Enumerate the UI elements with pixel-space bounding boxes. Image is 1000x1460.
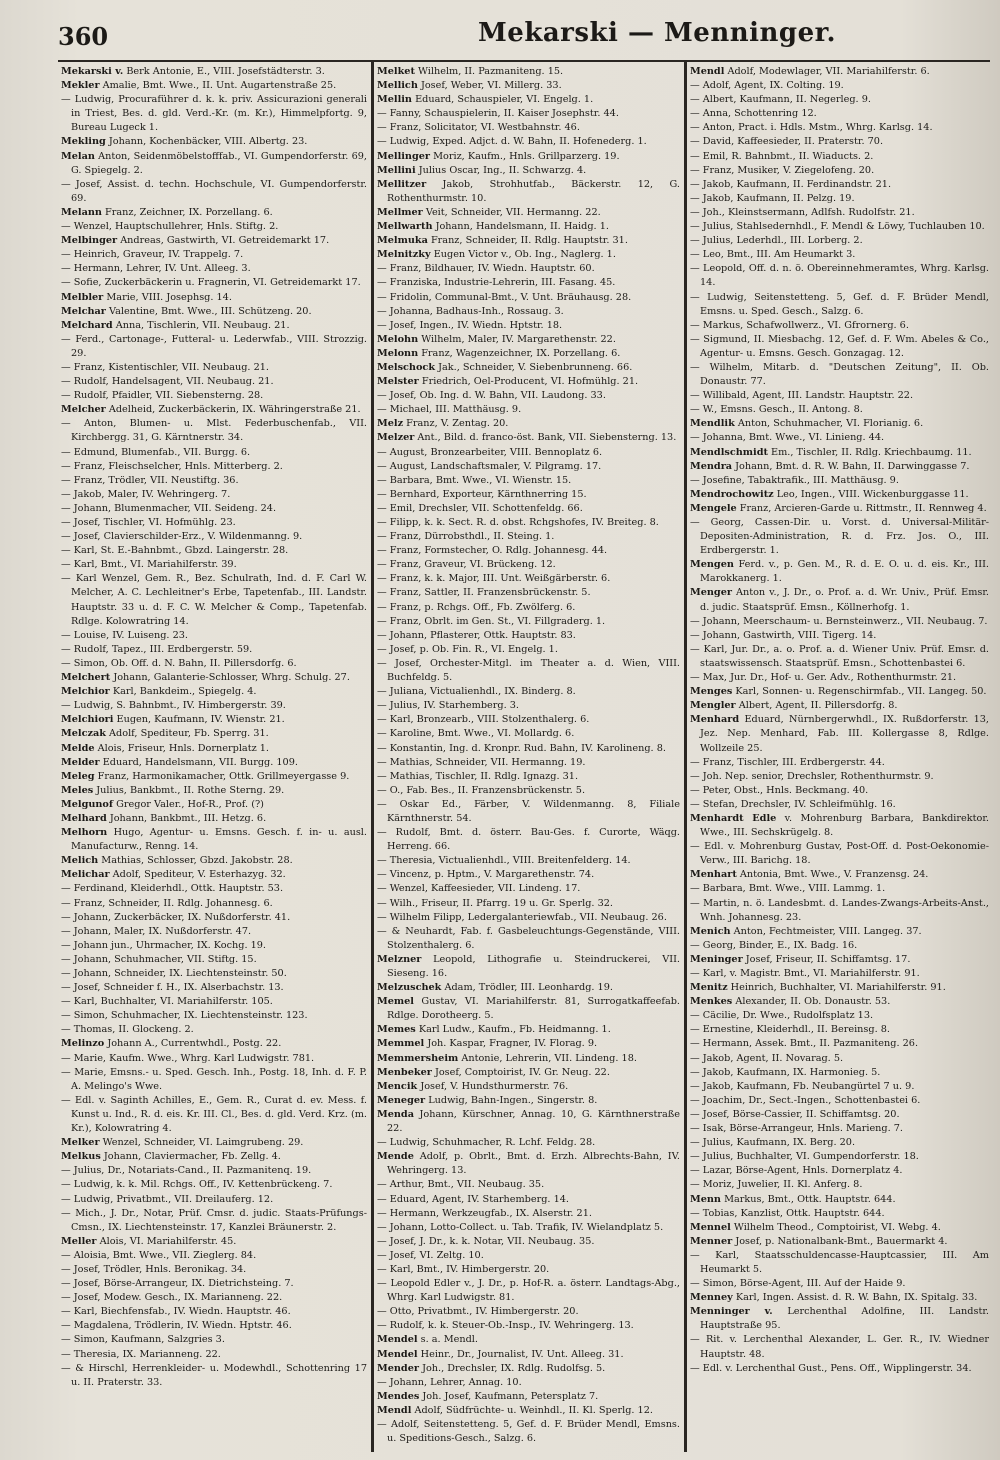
- directory-entry: — Jakob, Agent, II. Novarag. 5.: [690, 1052, 844, 1064]
- directory-entry: — Eduard, Agent, IV. Starhemberg. 14.: [377, 1193, 569, 1205]
- directory-entry: Meneger Ludwig, Bahn-Ingen., Singerstr. 8.: [377, 1094, 598, 1106]
- directory-entry: — Leopold Edler v., J. Dr., p. Hof-R. a. österr. Landtags-Abg., Whrg. Karl Ludwigstr. 81.: [377, 1278, 680, 1304]
- directory-entry: — Franz, Graveur, VI. Brückeng. 12.: [377, 559, 556, 571]
- directory-entry: — Louise, IV. Luiseng. 23.: [61, 629, 188, 641]
- directory-entry: — Edmund, Blumenfab., VII. Burgg. 6.: [61, 446, 251, 458]
- directory-entry: Melhard Johann, Bankbmt., III. Hetzg. 6.: [61, 812, 267, 824]
- directory-entry: — Arthur, Bmt., VII. Neubaug. 35.: [377, 1179, 545, 1191]
- directory-entry: — Johann, Maler, IX. Nußdorferstr. 47.: [61, 925, 252, 937]
- directory-entry: Melbinger Andreas, Gastwirth, VI. Getreidemarkt 17.: [61, 235, 330, 247]
- directory-entry: — Joh. Nep. senior, Drechsler, Rothenthurmstr. 9.: [690, 770, 934, 782]
- directory-entry: — Max, Jur. Dr., Hof- u. Ger. Adv., Rothenthurmstr. 21.: [690, 672, 957, 684]
- directory-entry: Mennel Wilhelm Theod., Comptoirist, VI. Webg. 4.: [690, 1221, 941, 1233]
- directory-entry: — Rudolf, Handelsagent, VII. Neubaug. 21.: [61, 376, 274, 388]
- directory-entry: — Edl. v. Saginth Achilles, E., Gem. R., Curat d. ev. Mess. f. Kunst u. Ind., R. d. eis. Kr. III. Cl., Bes. d. gld. Verd. Krz. (m. Kr.), Kolowratring 4.: [61, 1094, 367, 1135]
- directory-entry: Mender Joh., Drechsler, IX. Rdlg. Rudolfsg. 5.: [377, 1362, 606, 1374]
- directory-entry: Mengele Franz, Arcieren-Garde u. Rittmstr., II. Rennweg 4.: [690, 502, 987, 514]
- directory-entry: — Ernestine, Kleiderhdl., II. Bereinsg. 8.: [690, 1024, 890, 1036]
- directory-entry: — Julius, Lederhdl., III. Lorberg. 2.: [690, 235, 863, 247]
- directory-entry: — Sofie, Zuckerbäckerin u. Fragnerin, VI. Getreidemarkt 17.: [61, 277, 361, 289]
- directory-entry: Melzner Leopold, Lithografie u. Steindruckerei, VII. Sieseng. 16.: [377, 953, 680, 979]
- directory-entry: — Josef, VI. Zeltg. 10.: [377, 1249, 484, 1261]
- directory-entry: — Josef, Börse-Cassier, II. Schiffamtsg. 20.: [690, 1108, 900, 1120]
- directory-entry: — Rudolf, Bmt. d. österr. Bau-Ges. f. Curorte, Wäqg. Herreng. 66.: [377, 827, 680, 853]
- directory-entry: — & Hirschl, Herrenkleider- u. Modewhdl., Schottenring 17 u. II. Praterstr. 33.: [61, 1362, 367, 1388]
- directory-entry: Menney Karl, Ingen. Assist. d. R. W. Bahn, IX. Spitalg. 33.: [690, 1292, 978, 1304]
- directory-entry: Melnitzky Eugen Victor v., Ob. Ing., Naglerg. 1.: [377, 249, 616, 261]
- directory-entry: — August, Bronzearbeiter, VIII. Bennoplatz 6.: [377, 446, 603, 458]
- directory-entry: — Josef, Modew. Gesch., IX. Marianneng. 22.: [61, 1292, 283, 1304]
- directory-entry: — Karl, v. Magistr. Bmt., VI. Mariahilferstr. 91.: [690, 968, 920, 979]
- directory-entry: Mekling Johann, Kochenbäcker, VIII. Albertg. 23.: [61, 136, 308, 148]
- directory-entry: — Simon, Kaufmann, Salzgries 3.: [61, 1334, 225, 1346]
- directory-entry: — Bernhard, Exporteur, Kärnthnerring 15.: [377, 488, 587, 500]
- directory-entry: — Josef, Tischler, VI. Hofmühlg. 23.: [61, 517, 236, 528]
- directory-entry: — Lazar, Börse-Agent, Hnls. Dornerplatz 4.: [690, 1165, 903, 1177]
- directory-entry: — Simon, Ob. Off. d. N. Bahn, II. Pillersdorfg. 6.: [61, 657, 297, 669]
- directory-entry: — Karl, Staatsschuldencasse-Hauptcassier, III. Am Heumarkt 5.: [690, 1249, 989, 1275]
- directory-entry: Menbeker Josef, Comptoirist, IV. Gr. Neug. 22.: [377, 1066, 610, 1078]
- directory-entry: — Karl, Biechfensfab., IV. Wiedn. Hauptstr. 46.: [61, 1306, 291, 1318]
- directory-entry: — Josef, Assist. d. techn. Hochschule, VI. Gumpendorferstr. 69.: [61, 178, 367, 204]
- directory-entry: Meleg Franz, Harmonikamacher, Ottk. Grillmeyergasse 9.: [61, 770, 350, 782]
- directory-entry: Memel Gustav, VI. Mariahilferstr. 81, Surrogatkaffeefab. Rdlge. Dorotheerg. 5.: [377, 996, 680, 1022]
- directory-entry: — Josef, Schneider f. H., IX. Alserbachstr. 13.: [61, 982, 284, 994]
- directory-entry: — Josef, J. Dr., k. k. Notar, VII. Neubaug. 35.: [377, 1235, 595, 1247]
- directory-entry: — Wilhelm, Mitarb. d. "Deutschen Zeitung", II. Ob. Donaustr. 77.: [690, 361, 989, 388]
- directory-entry: — Ludwig, Privatbmt., VII. Dreilauferg. 12.: [61, 1193, 274, 1205]
- directory-entry: — Markus, Schafwollwerz., VI. Gfrornerg. 6.: [690, 319, 909, 331]
- directory-entry: — Leopold, Off. d. n. ö. Obereinnehmeramtes, Whrg. Karlsg. 14.: [690, 263, 989, 289]
- directory-entry: Meles Julius, Bankbmt., II. Rothe Sterng. 29.: [61, 784, 285, 796]
- directory-entry: Melschock Jak., Schneider, V. Siebenbrunneng. 66.: [377, 361, 633, 373]
- directory-entry: — Georg, Cassen-Dir. u. Vorst. d. Universal-Militär-Depositen-Administration, R. d. Frz. Jos. O., III. Erdbergerstr. 1.: [690, 517, 989, 557]
- directory-entry: Mencik Josef, V. Hundsthurmerstr. 76.: [377, 1080, 569, 1092]
- directory-entry: — Ferdinand, Kleiderhdl., Ottk. Hauptstr. 53.: [61, 883, 284, 895]
- directory-entry: Mendlik Anton, Schuhmacher, VI. Florianig. 6.: [690, 418, 924, 430]
- directory-entry: Melker Wenzel, Schneider, VI. Laimgrubeng. 29.: [61, 1137, 304, 1149]
- directory-entry: Mendel s. a. Mendl.: [377, 1334, 478, 1346]
- directory-entry: — Julius, Kaufmann, IX. Berg. 20.: [690, 1137, 856, 1149]
- directory-entry: Mellich Josef, Weber, VI. Millerg. 33.: [377, 80, 562, 92]
- directory-entry: Menner Josef, p. Nationalbank-Bmt., Bauermarkt 4.: [690, 1235, 948, 1247]
- directory-entry: — Simon, Schuhmacher, IX. Liechtensteinstr. 123.: [61, 1010, 308, 1022]
- directory-entry: — Johann, Zuckerbäcker, IX. Nußdorferstr. 41.: [61, 911, 291, 923]
- directory-entry: — & Neuhardt, Fab. f. Gasbeleuchtungs-Gegenstände, VIII. Stolzenthalerg. 6.: [377, 925, 680, 951]
- directory-entry: — Albert, Kaufmann, II. Negerleg. 9.: [690, 94, 871, 106]
- directory-entry: Menich Anton, Fechtmeister, VIII. Langeg. 37.: [690, 925, 922, 937]
- directory-entry: — Julius, Stahlsedernhdl., F. Mendl & Löwy, Tuchlauben 10.: [690, 221, 985, 233]
- directory-entry: — Fridolin, Communal-Bmt., V. Unt. Bräuhausg. 28.: [377, 291, 632, 303]
- directory-entry: Melchar Valentine, Bmt. Wwe., III. Schützeng. 20.: [61, 305, 312, 317]
- directory-entry: — Johann, Lotto-Collect. u. Tab. Trafik, IV. Wielandplatz 5.: [377, 1221, 664, 1233]
- directory-entry: — Mathias, Tischler, II. Rdlg. Ignazg. 31.: [377, 770, 579, 782]
- directory-entry: — Karl, Bmt., IV. Himbergerstr. 20.: [377, 1263, 550, 1275]
- directory-entry: Melmuka Franz, Schneider, II. Rdlg. Hauptstr. 31.: [377, 235, 628, 247]
- directory-entry: — Joachim, Dr., Sect.-Ingen., Schottenbastei 6.: [690, 1094, 921, 1106]
- directory-entry: Menitz Heinrich, Buchhalter, VI. Mariahilferstr. 91.: [690, 982, 946, 994]
- directory-entry: — Franz, p. Rchgs. Off., Fb. Zwölferg. 6.: [377, 601, 576, 613]
- directory-entry: — Marie, Kaufm. Wwe., Whrg. Karl Ludwigstr. 781.: [61, 1052, 315, 1064]
- directory-entry: — Wenzel, Kaffeesieder, VII. Lindeng. 17.: [377, 883, 581, 895]
- directory-entry: — Anna, Schottenring 12.: [690, 108, 817, 120]
- directory-entry: — Edl. v. Mohrenburg Gustav, Post-Off. d. Post-Oekonomie-Verw., III. Barichg. 18.: [690, 841, 989, 867]
- directory-entry: — Ludwig, Exped. Adjct. d. W. Bahn, II. Hofenederg. 1.: [377, 136, 647, 148]
- directory-entry: Meninger Josef, Friseur, II. Schiffamtsg. 17.: [690, 953, 911, 965]
- directory-entry: — Johann, Schuhmacher, VII. Stiftg. 15.: [61, 953, 257, 965]
- directory-entry: — Rit. v. Lerchenthal Alexander, L. Ger. R., IV. Wiedner Hauptstr. 48.: [690, 1334, 989, 1360]
- directory-entry: — Julius, Buchhalter, VI. Gumpendorferstr. 18.: [690, 1151, 919, 1163]
- directory-entry: — Tobias, Kanzlist, Ottk. Hauptstr. 644.: [690, 1207, 885, 1219]
- directory-entry: Mendra Johann, Bmt. d. R. W. Bahn, II. Darwinggasse 7.: [690, 460, 970, 472]
- directory-entry: — Franz, Musiker, V. Ziegelofeng. 20.: [690, 164, 875, 176]
- directory-entry: — Anton, Pract. i. Hdls. Mstm., Whrg. Karlsg. 14.: [690, 122, 933, 134]
- directory-entry: — Barbara, Bmt. Wwe., VI. Wienstr. 15.: [377, 474, 572, 486]
- directory-entry: — Leo, Bmt., III. Am Heumarkt 3.: [690, 249, 856, 261]
- directory-entry: — Jakob, Maler, IV. Wehringerg. 7.: [61, 488, 231, 500]
- directory-entry: Mendl Adolf, Südfrüchte- u. Weinhdl., II. Kl. Sperlg. 12.: [377, 1404, 653, 1416]
- directory-entry: — Franz, Tischler, III. Erdbergerstr. 44.: [690, 756, 885, 768]
- directory-entry: — Martin, n. ö. Landesbmt. d. Landes-Zwangs-Arbeits-Anst., Wnh. Johannesg. 23.: [690, 897, 989, 923]
- directory-entry: — Michael, III. Matthäusg. 9.: [377, 404, 522, 416]
- directory-entry: Melbler Marie, VIII. Josephsg. 14.: [61, 291, 232, 303]
- directory-entry: — Mich., J. Dr., Notar, Prüf. Cmsr. d. judic. Staats-Prüfungs-Cmsn., IX. Liechtensteinstr. 17, Kanzlei Bräunerstr. 2.: [61, 1207, 367, 1233]
- directory-entry: — Josefine, Tabaktrafik., III. Matthäusg. 9.: [690, 474, 899, 486]
- directory-entry: — Adolf, Agent, IX. Colting. 19.: [690, 80, 844, 92]
- directory-entry: — Franz, k. k. Major, III. Unt. Weißgärberstr. 6.: [377, 573, 611, 585]
- directory-entry: — Magdalena, Trödlerin, IV. Wiedn. Hptstr. 46.: [61, 1320, 292, 1332]
- directory-entry: Melzer Ant., Bild. d. franco-öst. Bank, VII. Siebensterng. 13.: [377, 432, 677, 444]
- directory-entry: Meller Alois, VI. Mariahilferstr. 45.: [61, 1235, 237, 1247]
- directory-entry: — Thomas, II. Glockeng. 2.: [61, 1024, 194, 1036]
- directory-entry: — Barbara, Bmt. Wwe., VIII. Lammg. 1.: [690, 883, 886, 895]
- directory-entry: — Cäcilie, Dr. Wwe., Rudolfsplatz 13.: [690, 1010, 874, 1022]
- directory-entry: Mengen Ferd. v., p. Gen. M., R. d. E. O. u. d. eis. Kr., III. Marokkanerg. 1.: [690, 559, 989, 585]
- directory-entry: — Franz, Dürrobsthdl., II. Steing. 1.: [377, 531, 555, 543]
- directory-entry: Memes Karl Ludw., Kaufm., Fb. Heidmanng. 1.: [377, 1024, 611, 1036]
- directory-entry: — Johann, Pflasterer, Ottk. Hauptstr. 83.: [377, 629, 576, 641]
- directory-entry: — Georg, Binder, E., IX. Badg. 16.: [690, 939, 858, 951]
- directory-entry: Mellin Eduard, Schauspieler, VI. Engelg. 1.: [377, 94, 594, 106]
- directory-entry: — Ludwig, k. k. Mil. Rchgs. Off., IV. Kettenbrückeng. 7.: [61, 1179, 333, 1191]
- directory-entry: — Otto, Privatbmt., IV. Himbergerstr. 20.: [377, 1306, 579, 1318]
- directory-entry: — Franziska, Industrie-Lehrerin, III. Fasang. 45.: [377, 277, 616, 289]
- directory-entry: Menninger v. Lerchenthal Adolfine, III. Landstr. Hauptstraße 95.: [690, 1306, 989, 1332]
- directory-entry: — Ludwig, Schuhmacher, R. Lchf. Feldg. 28.: [377, 1137, 596, 1149]
- directory-entry: — Franz, Sattler, II. Franzensbrückenstr. 5.: [377, 587, 591, 599]
- directory-entry: — Jakob, Kaufmann, II. Ferdinandstr. 21.: [690, 178, 892, 190]
- directory-entry: Melster Friedrich, Oel-Producent, VI. Hofmühlg. 21.: [377, 376, 639, 388]
- directory-entry: Melchiori Eugen, Kaufmann, IV. Wienstr. 21.: [61, 714, 285, 726]
- directory-entry: — Franz, Kistentischler, VII. Neubaug. 21.: [61, 361, 269, 373]
- directory-entry: Melohn Wilhelm, Maler, IV. Margarethenstr. 22.: [377, 333, 616, 345]
- directory-entry: — Franz, Fleischselcher, Hnls. Mitterberg. 2.: [61, 460, 283, 472]
- directory-entry: — Theresia, IX. Marianneng. 22.: [61, 1348, 221, 1360]
- directory-entry: — Marie, Emsns.- u. Sped. Gesch. Inh., Postg. 18, Inh. d. F. P. A. Melingo's Wwe.: [61, 1066, 367, 1092]
- directory-entry: — Julius, IV. Starhemberg. 3.: [377, 700, 520, 712]
- directory-entry: Menger Anton v., J. Dr., o. Prof. a. d. Wr. Univ., Prüf. Emsr. d. judic. Staatsprüf. Emsn., Köllnerhofg. 1.: [690, 587, 989, 613]
- directory-entry: Menges Karl, Sonnen- u. Regenschirmfab., VII. Langeg. 50.: [690, 686, 987, 698]
- column-2: [374, 62, 684, 1452]
- directory-entry: Mendl Adolf, Modewlager, VII. Mariahilferstr. 6.: [690, 66, 930, 77]
- page-header: [58, 14, 990, 60]
- directory-entry: — Johann, Meerschaum- u. Bernsteinwerz., VII. Neubaug. 7.: [690, 615, 988, 627]
- directory-entry: — Peter, Obst., Hnls. Beckmang. 40.: [690, 784, 869, 796]
- directory-entry: Melder Eduard, Handelsmann, VII. Burgg. 109.: [61, 756, 298, 768]
- directory-entry: — Ludwig, Seitenstetteng. 5, Gef. d. F. Brüder Mendl, Emsns. u. Sped. Gesch., Salzg. 6.: [690, 291, 989, 317]
- directory-entry: — O., Fab. Bes., II. Franzensbrückenstr. 5.: [377, 784, 586, 796]
- directory-entry: Melchior Karl, Bankdeim., Spiegelg. 4.: [61, 686, 257, 698]
- directory-entry: — Josef, Ob. Ing. d. W. Bahn, VII. Laudong. 33.: [377, 390, 606, 402]
- directory-entry: — Rudolf, Pfaidler, VII. Siebensterng. 28.: [61, 390, 264, 402]
- directory-entry: Melket Wilhelm, II. Pazmaniteng. 15.: [377, 66, 564, 77]
- directory-entry: Menhardt Edle v. Mohrenburg Barbara, Bankdirektor. Wwe., III. Sechskrügelg. 8.: [690, 812, 990, 839]
- directory-entry: Mellini Julius Oscar, Ing., II. Schwarzg. 4.: [377, 164, 587, 176]
- directory-entry: Mellwarth Johann, Handelsmann, II. Haidg. 1.: [377, 221, 609, 233]
- directory-entry: Mende Adolf, p. Obrlt., Bmt. d. Erzh. Albrechts-Bahn, IV. Wehringerg. 13.: [377, 1151, 680, 1177]
- directory-entry: Melichar Adolf, Spediteur, V. Esterhazyg. 32.: [61, 869, 286, 881]
- directory-entry: Melhorn Hugo, Agentur- u. Emsns. Gesch. f. in- u. ausl. Manufacturw., Renng. 14.: [61, 827, 367, 853]
- directory-entry: — Konstantin, Ing. d. Kronpr. Rud. Bahn, IV. Karolineng. 8.: [377, 742, 666, 754]
- directory-entry: Melcher Adelheid, Zuckerbäckerin, IX. Währingerstraße 21.: [61, 404, 361, 416]
- directory-entry: — Willibald, Agent, III. Landstr. Hauptstr. 22.: [690, 390, 914, 402]
- directory-entry: — Karl, Bronzearb., VIII. Stolzenthalerg. 6.: [377, 714, 590, 726]
- directory-entry: — Mathias, Schneider, VII. Hermanng. 19.: [377, 756, 586, 768]
- directory-entry: — Jakob, Kaufmann, IX. Harmonieg. 5.: [690, 1066, 881, 1078]
- directory-entry: Melchert Johann, Galanterie-Schlosser, Whrg. Schulg. 27.: [61, 672, 350, 684]
- directory-entry: — Rudolf, Tapez., III. Erdbergerstr. 59.: [61, 643, 253, 655]
- directory-entry: Mengler Albert, Agent, II. Pillersdorfg. 8.: [690, 700, 898, 712]
- directory-entry: Menkes Alexander, II. Ob. Donaustr. 53.: [690, 996, 891, 1008]
- directory-entry: — Wenzel, Hauptschullehrer, Hnls. Stiftg. 2.: [61, 221, 279, 233]
- directory-entry: — Julius, Dr., Notariats-Cand., II. Pazmanitenq. 19.: [61, 1165, 312, 1177]
- directory-entry: — Johanna, Bmt. Wwe., VI. Linieng. 44.: [690, 432, 885, 444]
- directory-entry: Mendrochowitz Leo, Ingen., VIII. Wickenburggasse 11.: [690, 488, 969, 500]
- directory-entry: — Franz, Bildhauer, IV. Wiedn. Hauptstr. 60.: [377, 263, 595, 275]
- column-3: [687, 62, 993, 1452]
- directory-entry: — Franz, Formstecher, O. Rdlg. Johannesg. 44.: [377, 545, 608, 557]
- directory-entry: Mendlschmidt Em., Tischler, II. Rdlg. Kriechbaumg. 11.: [690, 446, 972, 458]
- directory-entry: — Franz, Solicitator, VI. Westbahnstr. 46.: [377, 122, 580, 134]
- directory-columns: [58, 60, 990, 1452]
- directory-entry: — Johann, Gastwirth, VIII. Tigerg. 14.: [690, 629, 877, 641]
- directory-entry: — Karoline, Bmt. Wwe., VI. Mollardg. 6.: [377, 728, 575, 740]
- directory-entry: — Heinrich, Graveur, IV. Trappelg. 7.: [61, 249, 244, 261]
- directory-entry: Mellitzer Jakob, Strohhutfab., Bäckerstr. 12, G. Rothenthurmstr. 10.: [377, 178, 680, 204]
- directory-entry: — Joh., Kleinstsermann, Adlfsh. Rudolfstr. 21.: [690, 206, 915, 218]
- directory-entry: Memmel Joh. Kaspar, Fragner, IV. Florag. 9.: [377, 1038, 598, 1050]
- directory-entry: — Wilh., Friseur, II. Pfarrg. 19 u. Gr. Sperlg. 32.: [377, 897, 613, 909]
- directory-entry: Melinzo Johann A., Currentwhdl., Postg. 22.: [61, 1038, 282, 1050]
- directory-entry: — Josef, Börse-Arrangeur, IX. Dietrichsteing. 7.: [61, 1278, 294, 1290]
- directory-entry: — Franz, Schneider, II. Rdlg. Johannesg. 6.: [61, 897, 273, 909]
- directory-entry: — Johann, Schneider, IX. Liechtensteinstr. 50.: [61, 968, 287, 979]
- directory-entry: — Vincenz, p. Hptm., V. Margarethenstr. 74.: [377, 869, 595, 881]
- directory-entry: — Adolf, Seitenstetteng. 5, Gef. d. F. Brüder Mendl, Emsns. u. Speditions-Gesch., Salzg. 6.: [377, 1419, 680, 1445]
- directory-entry: — Edl. v. Lerchenthal Gust., Pens. Off., Wipplingerstr. 34.: [690, 1362, 972, 1374]
- directory-entry: Melzuschek Adam, Trödler, III. Leonhardg. 19.: [377, 982, 613, 994]
- directory-entry: Mekler Amalie, Bmt. Wwe., II. Unt. Augartenstraße 25.: [61, 80, 337, 92]
- directory-entry: — W., Emsns. Gesch., II. Antong. 8.: [690, 404, 863, 416]
- directory-entry: Melczak Adolf, Spediteur, Fb. Sperrg. 31.: [61, 728, 269, 740]
- directory-entry: — Jakob, Kaufmann, II. Pelzg. 19.: [690, 192, 855, 204]
- directory-entry: Menhart Antonia, Bmt. Wwe., V. Franzensg. 24.: [690, 869, 929, 881]
- directory-entry: Mendel Heinr., Dr., Journalist, IV. Unt. Alleeg. 31.: [377, 1348, 624, 1360]
- directory-entry: — Ludwig, S. Bahnbmt., IV. Himbergerstr. 39.: [61, 700, 286, 712]
- directory-entry: — Karl, Jur. Dr., a. o. Prof. a. d. Wiener Univ. Prüf. Emsr. d. staatswissensch. Staatsprüf. Emsn., Schottenbastei 6.: [690, 643, 989, 669]
- directory-entry: — Franz, Obrlt. im Gen. St., VI. Fillgraderg. 1.: [377, 615, 606, 627]
- directory-entry: Melich Mathias, Schlosser, Gbzd. Jakobstr. 28.: [61, 855, 293, 867]
- directory-entry: — Simon, Börse-Agent, III. Auf der Haide 9.: [690, 1278, 906, 1290]
- directory-entry: — Aloisia, Bmt. Wwe., VII. Zieglerg. 84.: [61, 1249, 257, 1261]
- directory-entry: — Wilhelm Filipp, Ledergalanteriewfab., VII. Neubaug. 26.: [377, 911, 667, 923]
- directory-entry: — Moriz, Juwelier, II. Kl. Anferg. 8.: [690, 1179, 863, 1191]
- directory-entry: — Rudolf, k. k. Steuer-Ob.-Insp., IV. Wehringerg. 13.: [377, 1320, 634, 1332]
- directory-entry: — Emil, Drechsler, VII. Schottenfeldg. 66.: [377, 502, 583, 514]
- directory-entry: — Emil, R. Bahnbmt., II. Wiaducts. 2.: [690, 150, 874, 162]
- directory-entry: Mekarski v. Berk Antonie, E., VIII. Josefstädterstr. 3.: [61, 66, 325, 77]
- directory-entry: — Ludwig, Procuraführer d. k. k. priv. Assicurazioni generali in Triest, Bes. d. gld. Verd.-Kr. (m. Kr.), Himmelpfortg. 9, Bureau Lugeck 1.: [61, 94, 367, 134]
- directory-entry: — Theresia, Victualienhdl., VIII. Breitenfelderg. 14.: [377, 855, 631, 867]
- directory-entry: Melan Anton, Seidenmöbelstofffab., VI. Gumpendorferstr. 69, G. Spiegelg. 2.: [61, 150, 367, 176]
- directory-entry: — Hermann, Lehrer, IV. Unt. Alleeg. 3.: [61, 263, 251, 275]
- directory-entry: — Johanna, Badhaus-Inh., Rossaug. 3.: [377, 305, 564, 317]
- column-1: [58, 62, 371, 1452]
- directory-entry: — Johann, Blumenmacher, VII. Seideng. 24.: [61, 502, 277, 514]
- directory-entry: — Stefan, Drechsler, IV. Schleifmühlg. 16.: [690, 798, 896, 810]
- directory-entry: — August, Landschaftsmaler, V. Pilgramg. 17.: [377, 460, 602, 472]
- directory-entry: — Juliana, Victualienhdl., IX. Binderg. 8.: [377, 686, 576, 698]
- directory-entry: Melchard Anna, Tischlerin, VII. Neubaug. 21.: [61, 319, 290, 331]
- page-number: 360: [58, 22, 109, 51]
- directory-entry: — Filipp, k. k. Sect. R. d. obst. Rchgshofes, IV. Breiteg. 8.: [377, 517, 659, 528]
- directory-entry: — Hermann, Werkzeugfab., IX. Alserstr. 21.: [377, 1207, 592, 1219]
- directory-entry: — Josef, p. Ob. Fin. R., VI. Engelg. 1.: [377, 643, 558, 655]
- directory-entry: Menhard Eduard, Nürnbergerwhdl., IX. Rußdorferstr. 13, Jez. Nep. Menhard, Fab. III. Kollergasse 8, Rdlge. Wollzeile 25.: [690, 714, 989, 754]
- directory-entry: — Anton, Blumen- u. Mlst. Federbuschenfab., VII. Kirchbergg. 31, G. Kärntnerstr. 34.: [61, 418, 367, 444]
- directory-entry: Mendes Joh. Josef, Kaufmann, Petersplatz 7.: [377, 1390, 599, 1402]
- directory-entry: Mellinger Moriz, Kaufm., Hnls. Grillparzerg. 19.: [377, 150, 620, 162]
- directory-entry: Menn Markus, Bmt., Ottk. Hauptstr. 644.: [690, 1193, 896, 1205]
- directory-entry: — Ferd., Cartonage-, Futteral- u. Lederwfab., VIII. Strozzig. 29.: [61, 333, 367, 359]
- directory-entry: — Karl Wenzel, Gem. R., Bez. Schulrath, Ind. d. F. Carl W. Melcher, A. C. Lechleitner's Erbe, Tapetenfab., III. Landstr. Hauptstr. 33 u. d. F. C. W. Melcher & Comp., Tapetenfab. Rdlge. Kolowratring 14.: [61, 573, 367, 627]
- directory-entry: Melonn Franz, Wagenzeichner, IX. Porzellang. 6.: [377, 347, 621, 359]
- directory-entry: — Johann, Lehrer, Annag. 10.: [377, 1376, 522, 1388]
- directory-entry: — Karl, Bmt., VI. Mariahilferstr. 39.: [61, 559, 237, 571]
- directory-entry: Melgunof Gregor Valer., Hof-R., Prof. (?): [61, 798, 264, 810]
- directory-entry: Melkus Johann, Claviermacher, Fb. Zellg. 4.: [61, 1151, 281, 1163]
- directory-entry: — Josef, Orchester-Mitgl. im Theater a. d. Wien, VIII. Buchfeldg. 5.: [377, 657, 680, 684]
- directory-entry: — Josef, Trödler, Hnls. Beronikag. 34.: [61, 1263, 247, 1275]
- directory-entry: — Sigmund, II. Miesbachg. 12, Gef. d. F. Wm. Abeles & Co., Agentur- u. Emsns. Gesch. Gonzagag. 12.: [690, 333, 989, 359]
- directory-entry: Memmersheim Antonie, Lehrerin, VII. Lindeng. 18.: [377, 1052, 637, 1064]
- directory-entry: Melz Franz, V. Zentag. 20.: [377, 418, 509, 430]
- directory-entry: Melann Franz, Zeichner, IX. Porzellang. 6.: [61, 206, 273, 218]
- directory-entry: — Josef, Clavierschilder-Erz., V. Wildenmanng. 9.: [61, 531, 303, 543]
- directory-entry: — David, Kaffeesieder, II. Praterstr. 70.: [690, 136, 884, 148]
- directory-entry: — Isak, Börse-Arrangeur, Hnls. Marieng. 7.: [690, 1123, 904, 1135]
- directory-entry: Mellmer Veit, Schneider, VII. Hermanng. 22.: [377, 206, 601, 218]
- directory-entry: — Fanny, Schauspielerin, II. Kaiser Josephstr. 44.: [377, 108, 619, 120]
- directory-entry: — Johann jun., Uhrmacher, IX. Kochg. 19.: [61, 939, 267, 951]
- directory-entry: — Jakob, Kaufmann, Fb. Neubangürtel 7 u. 9.: [690, 1080, 915, 1092]
- directory-entry: — Josef, Ingen., IV. Wiedn. Hptstr. 18.: [377, 319, 563, 331]
- directory-entry: — Karl, Buchhalter, VI. Mariahilferstr. 105.: [61, 996, 273, 1008]
- directory-entry: — Karl, St. E.-Bahnbmt., Gbzd. Laingerstr. 28.: [61, 545, 289, 557]
- directory-entry: Melde Alois, Friseur, Hnls. Dornerplatz 1.: [61, 742, 270, 754]
- directory-entry: Menda Johann, Kürschner, Annag. 10, G. Kärnthnerstraße 22.: [377, 1108, 680, 1135]
- directory-entry: — Hermann, Assek. Bmt., II. Pazmaniteng. 26.: [690, 1038, 919, 1050]
- directory-entry: — Oskar Ed., Färber, V. Wildenmanng. 8, Filiale Kärnthnerstr. 54.: [377, 798, 680, 824]
- directory-entry: — Franz, Trödler, VII. Neustiftg. 36.: [61, 474, 239, 486]
- running-title: Mekarski — Menninger.: [478, 18, 837, 48]
